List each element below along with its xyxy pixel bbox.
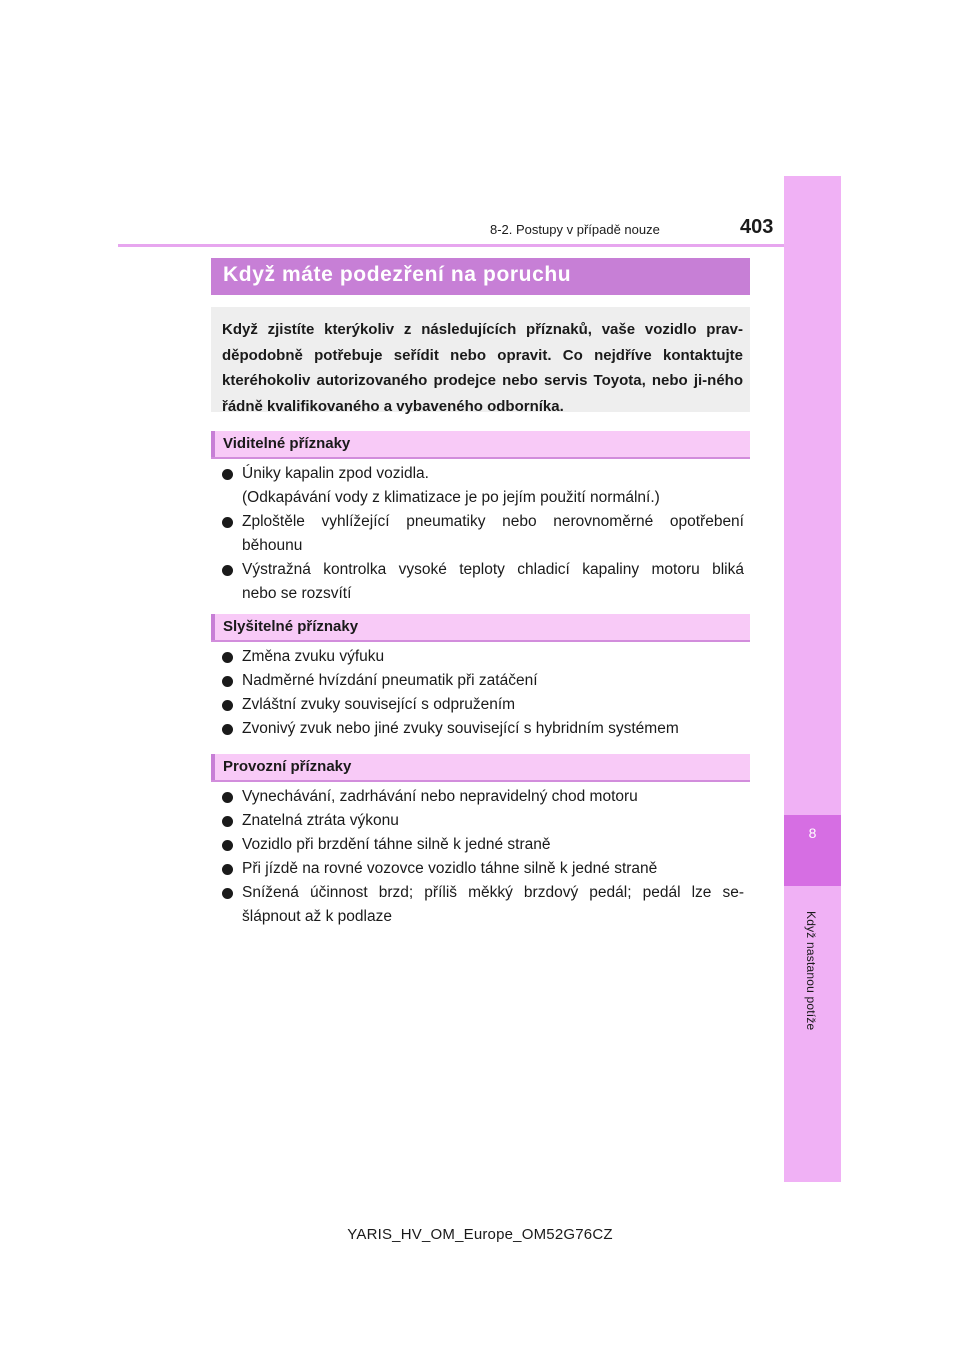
list-item (222, 462, 744, 510)
list-item-line: běhounu (242, 537, 303, 554)
bullet-icon (222, 792, 233, 803)
intro-text: Když zjistíte kterýkoliv z následujících příznaků, vaše vozidlo prav-děpodobně potřebuje seřídit nebo opravit. Co nejdříve kontaktujte kteréhokoliv autorizovaného prodejce nebo servis Toyota, nebo ji-ného řádně kvalifikovaného a vybaveného odborníka. (222, 321, 743, 415)
chapter-number: 8 (808, 825, 817, 841)
bullet-icon (222, 840, 233, 851)
list-item-line: Zvonivý zvuk nebo jiné zvuky související s hybridním systémem (242, 720, 679, 737)
bullet-icon (222, 565, 233, 576)
list-item-line: Zploštěle vyhlížející pneumatiky nebo nerovnoměrné opotřebení (242, 513, 744, 530)
bullet-icon (222, 888, 233, 899)
list-item-line: Při jízdě na rovné vozovce vozidlo táhne silně k jedné straně (242, 860, 658, 877)
page-title-bar (211, 258, 750, 295)
bullet-icon (222, 469, 233, 480)
list-item (222, 881, 744, 929)
visible-symptoms-list (222, 462, 744, 606)
list-item-line: (Odkapávání vody z klimatizace je po jejím použití normální.) (242, 489, 660, 506)
bullet-icon (222, 864, 233, 875)
section-heading-audible (211, 614, 750, 642)
list-item-line: Změna zvuku výfuku (242, 648, 385, 665)
list-item (222, 558, 744, 606)
header-rule (118, 244, 784, 247)
list-item (222, 833, 744, 857)
audible-symptoms-list (222, 645, 744, 741)
list-item (222, 669, 744, 693)
bullet-icon (222, 816, 233, 827)
list-item (222, 510, 744, 558)
list-item-line: nebo se rozsvítí (242, 585, 352, 602)
document-code-footer: YARIS_HV_OM_Europe_OM52G76CZ (347, 1226, 613, 1243)
operational-symptoms-list (222, 785, 744, 929)
section-heading-visible (211, 431, 750, 459)
list-item (222, 785, 744, 809)
running-header-section: 8-2. Postupy v případě nouze (490, 222, 660, 237)
list-item (222, 717, 744, 741)
list-item-line: Vynechávání, zadrhávání nebo nepravidelný chod motoru (242, 788, 638, 805)
chapter-side-tab (784, 176, 841, 1182)
list-item-line: Snížená účinnost brzd; příliš měkký brzdový pedál; pedál lze se- (242, 884, 744, 901)
list-item-line: Zvláštní zvuky související s odpružením (242, 696, 516, 713)
list-item-line: Úniky kapalin zpod vozidla. (242, 465, 429, 482)
list-item (222, 645, 744, 669)
list-item-line: Znatelná ztráta výkonu (242, 812, 399, 829)
section-heading-text: Viditelné příznaky (223, 435, 351, 452)
list-item-line: Nadměrné hvízdání pneumatik při zatáčení (242, 672, 538, 689)
list-item-line: Vozidlo při brzdění táhne silně k jedné straně (242, 836, 551, 853)
section-heading-operational (211, 754, 750, 782)
list-item (222, 693, 744, 717)
list-item (222, 809, 744, 833)
list-item-line: Výstražná kontrolka vysoké teploty chladicí kapaliny motoru bliká (242, 561, 744, 578)
page-title: Když máte podezření na poruchu (223, 263, 572, 286)
chapter-title-vertical: Když nastanou potíže (804, 911, 818, 1031)
list-item-line: šlápnout až k podlaze (242, 908, 392, 925)
bullet-icon (222, 652, 233, 663)
section-heading-text: Slyšitelné příznaky (223, 618, 359, 635)
page-number: 403 (740, 216, 774, 238)
bullet-icon (222, 676, 233, 687)
bullet-icon (222, 517, 233, 528)
section-heading-text: Provozní příznaky (223, 758, 352, 775)
bullet-icon (222, 700, 233, 711)
bullet-icon (222, 724, 233, 735)
intro-box (211, 307, 750, 415)
list-item (222, 857, 744, 881)
